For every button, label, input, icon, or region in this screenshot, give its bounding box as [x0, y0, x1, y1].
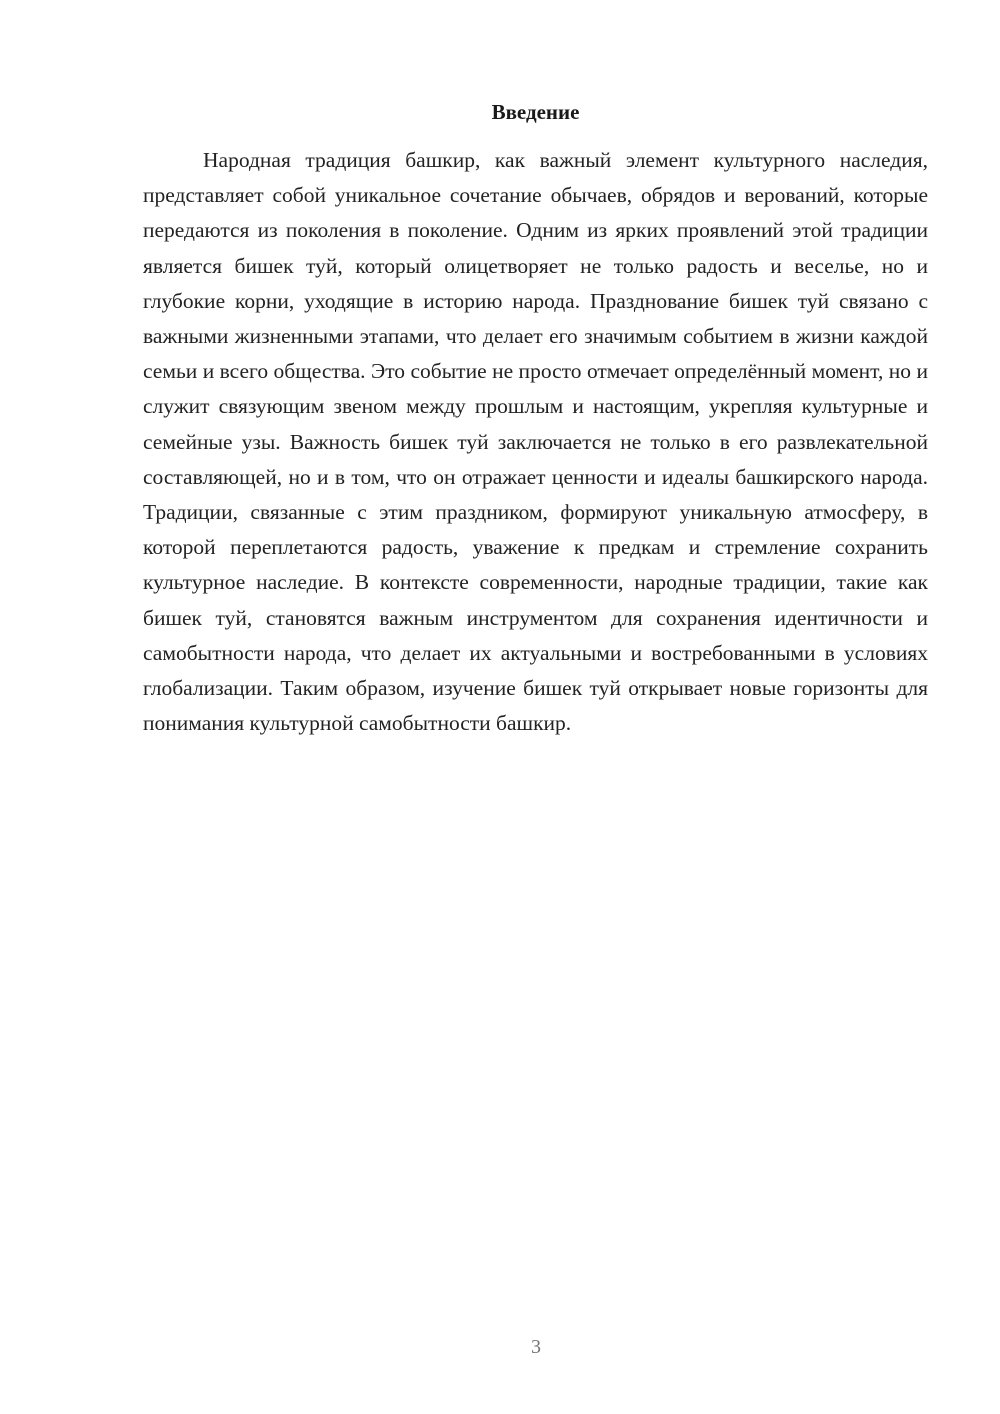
body-paragraph: Народная традиция башкир, как важный элемент культурного наследия, представляет собой уникальное сочетание обычаев, обрядов и верований, которые передаются из поколения в поколение. Одним из ярких проявлений этой традиции является бишек туй, который олицетворяет не только радость и веселье, но и глубокие корни, уходящие в историю народа. Празднование бишек туй связано с важными жизненными этапами, что делает его значимым событием в жизни каждой семьи и всего общества. Это событие не просто отмечает определённый момент, но и служит связующим звеном между прошлым и настоящим, укрепляя культурные и семейные узы. Важность бишек туй заключается не только в его развлекательной составляющей, но и в том, что он отражает ценности и идеалы башкирского народа. Традиции, связанные с этим праздником, формируют уникальную атмосферу, в которой переплетаются радость, уважение к предкам и стремление сохранить культурное наследие. В контексте современности, народные традиции, такие как бишек туй, становятся важным инструментом для сохранения идентичности и самобытности народа, что делает их актуальными и востребованными в условиях глобализации. Таким образом, изучение бишек туй открывает новые горизонты для понимания культурной самобытности башкир.	[143, 148, 928, 736]
page-number: 3	[531, 1336, 541, 1358]
section-title: Введение	[491, 100, 580, 124]
